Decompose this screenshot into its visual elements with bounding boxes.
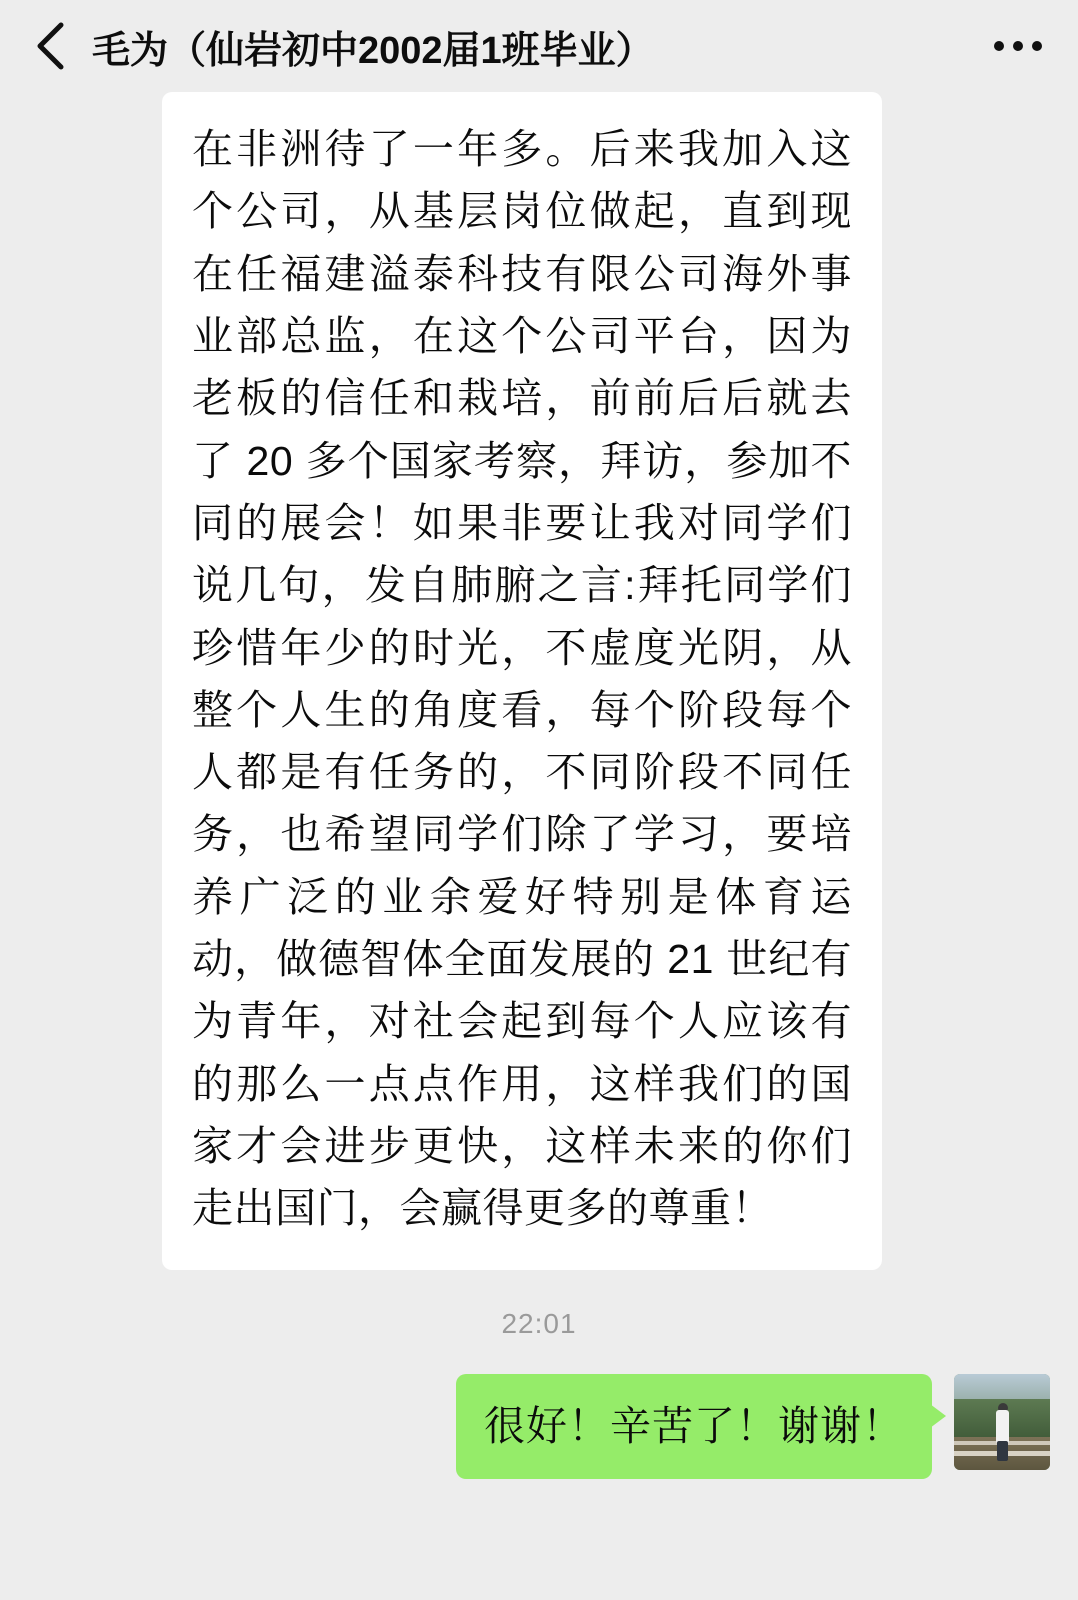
message-row-incoming: [0, 92, 1078, 1270]
message-bubble-outgoing[interactable]: [456, 1374, 932, 1479]
message-row-outgoing: [0, 1374, 1078, 1479]
more-horizontal-icon: [1013, 41, 1023, 51]
chat-message-list[interactable]: [0, 92, 1078, 1600]
message-timestamp: 22:01: [501, 1307, 577, 1339]
page-title: 毛为（仙岩初中2002届1班毕业）: [92, 29, 654, 72]
more-horizontal-icon: [1032, 41, 1042, 51]
back-button[interactable]: [28, 23, 74, 69]
message-text: 很好！辛苦了！谢谢！: [484, 1402, 904, 1449]
chat-header: [0, 0, 1078, 92]
more-options-button[interactable]: [986, 23, 1050, 69]
avatar-person: [996, 1410, 1009, 1444]
avatar[interactable]: [954, 1374, 1050, 1470]
more-horizontal-icon: [994, 41, 1004, 51]
avatar-person: [997, 1441, 1008, 1461]
chevron-left-icon: [34, 20, 68, 72]
message-text: 在非洲待了一年多。后来我加入这个公司，从基层岗位做起，直到现在任福建溢泰科技有限公司海外事业部总监，在这个公司平台，因为老板的信任和栽培，前前后后就去了 20 多个国家考察，拜访，参加不同的展会！如果非要让我对同学们说几句，发自肺腑之言:拜托同学们珍惜年少的时光，不虚度光阴，从整个人生的角度看，每个阶段每个人都是有任务的，不同阶段不同任务，也希望同学们除了学习，要培养广泛的业余爱好特别是体育运动，做德智体全面发展的 21 世纪有为青年，对社会起到每个人应该有的那么一点点作用，这样我们的国家才会进步更快，这样未来的你们走出国门，会赢得更多的尊重！: [192, 126, 852, 1232]
message-bubble-incoming[interactable]: [162, 92, 882, 1270]
